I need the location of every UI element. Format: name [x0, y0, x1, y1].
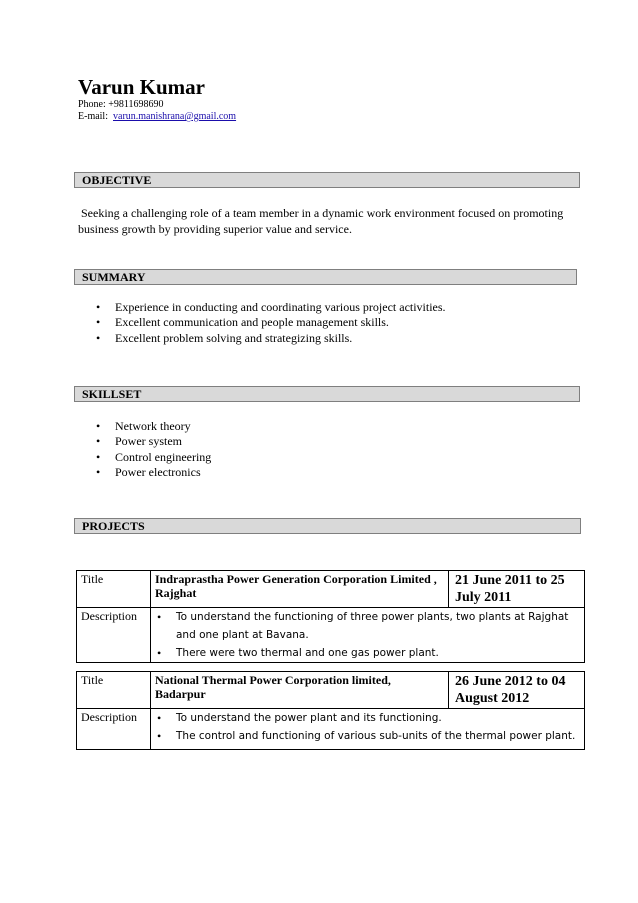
- list-item: • Network theory: [96, 419, 191, 433]
- skillset-list: [96, 419, 211, 480]
- bullet-icon: •: [157, 711, 162, 725]
- list-item: • To understand the power plant and its functioning.: [157, 711, 442, 725]
- email-line: [78, 111, 236, 123]
- email-label: E-mail:: [78, 111, 108, 122]
- title-label: Title: [77, 672, 151, 709]
- list-item: • Excellent problem solving and strategizing skills.: [96, 330, 353, 345]
- table-row: [77, 608, 585, 663]
- description-label: Description: [77, 608, 151, 663]
- summary-heading: SUMMARY: [74, 269, 577, 285]
- list-item: • Control engineering: [96, 449, 212, 464]
- projects-heading: PROJECTS: [74, 518, 581, 534]
- list-item: • There were two thermal and one gas power plant.: [157, 646, 439, 660]
- bullet-icon: •: [96, 300, 101, 314]
- project-description: [151, 709, 585, 750]
- project-table-2: [76, 671, 585, 750]
- project-title: Indraprastha Power Generation Corporation Limited , Rajghat: [151, 571, 449, 608]
- project-table-1: [76, 570, 585, 663]
- bullet-icon: •: [96, 434, 101, 449]
- summary-list: [96, 300, 446, 346]
- phone-line: Phone: +9811698690: [78, 99, 164, 110]
- table-row: [77, 571, 585, 608]
- list-item: • To understand the functioning of three power plants, two plants at Rajghat and one plant at Bavana.: [157, 610, 569, 641]
- table-row: [77, 672, 585, 709]
- table-row: [77, 709, 585, 750]
- bullet-icon: •: [96, 315, 101, 330]
- list-item: • The control and functioning of various sub-units of the thermal power plant.: [157, 729, 576, 743]
- list-item: • Power system: [96, 434, 182, 449]
- project-description: [151, 608, 585, 663]
- bullet-icon: •: [157, 610, 162, 624]
- email-link[interactable]: varun.manishrana@gmail.com: [113, 111, 237, 122]
- list-item: • Experience in conducting and coordinating various project activities.: [96, 300, 446, 314]
- bullet-icon: •: [157, 646, 162, 660]
- bullet-icon: •: [157, 729, 162, 743]
- bullet-icon: •: [96, 449, 101, 464]
- bullet-icon: •: [96, 464, 101, 479]
- list-item: • Excellent communication and people management skills.: [96, 315, 389, 330]
- objective-text: Seeking a challenging role of a team member in a dynamic work environment focused on promoting business growth by providing superior value and service.: [78, 206, 567, 236]
- list-item: • Power electronics: [96, 464, 201, 479]
- objective-heading: OBJECTIVE: [74, 172, 580, 188]
- description-label: Description: [77, 709, 151, 750]
- project-date: 26 June 2012 to 04 August 2012: [449, 672, 585, 709]
- title-label: Title: [77, 571, 151, 608]
- project-date: 21 June 2011 to 25 July 2011: [449, 571, 585, 608]
- candidate-name: Varun Kumar: [78, 75, 205, 99]
- bullet-icon: •: [96, 330, 101, 345]
- project-title: National Thermal Power Corporation limited, Badarpur: [151, 672, 449, 709]
- skillset-heading: SKILLSET: [74, 386, 580, 402]
- bullet-icon: •: [96, 419, 101, 433]
